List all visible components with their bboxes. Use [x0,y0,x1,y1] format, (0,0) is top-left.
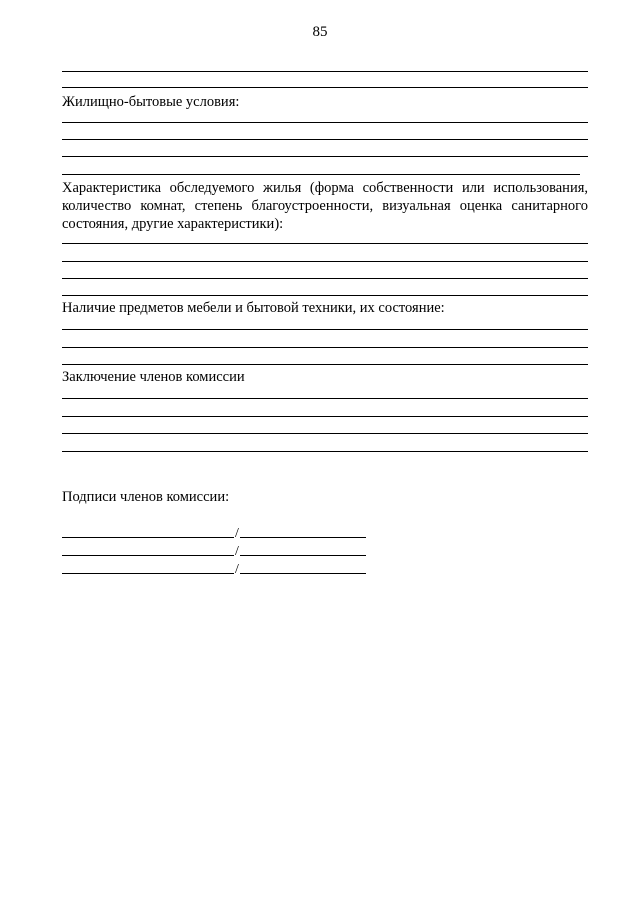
signature-separator: / [235,526,239,541]
blank-line [62,156,588,157]
name-line [240,573,366,574]
page-number: 85 [312,24,328,40]
signature-row [62,524,368,541]
blank-line [62,122,588,123]
blank-line [62,139,588,140]
signature-line [62,537,234,538]
signature-separator: / [235,544,239,559]
blank-line [62,398,588,399]
paragraph-line: Характеристика обследуемого жилья (форма собственности или использования, [62,180,588,196]
section-paragraph-housing-characteristics [62,179,588,233]
section-label-living-conditions: Жилищно-бытовые условия: [62,94,240,110]
section-label-signatures: Подписи членов комиссии: [62,489,230,505]
name-line [240,537,366,538]
blank-line [62,71,588,72]
paragraph-line: количество комнат, степень благоустроенности, визуальная оценка санитарного [62,198,588,214]
name-line [240,555,366,556]
paragraph-line: состояния, другие характеристики): [62,216,284,232]
signature-line [62,573,234,574]
section-label-furniture: Наличие предметов мебели и бытовой техники, их состояние: [62,300,445,316]
blank-line [62,295,588,296]
blank-line [62,261,588,262]
signature-separator: / [235,562,239,577]
signature-row [62,560,368,577]
blank-line [62,433,588,434]
signature-row [62,542,368,559]
signature-line [62,555,234,556]
blank-line [62,243,588,244]
section-label-conclusion: Заключение членов комиссии [62,369,245,385]
blank-line [62,87,588,88]
blank-line [62,174,580,175]
blank-line [62,416,588,417]
blank-line [62,451,588,452]
blank-line [62,329,588,330]
blank-line [62,278,588,279]
blank-line [62,364,588,365]
blank-line [62,347,588,348]
